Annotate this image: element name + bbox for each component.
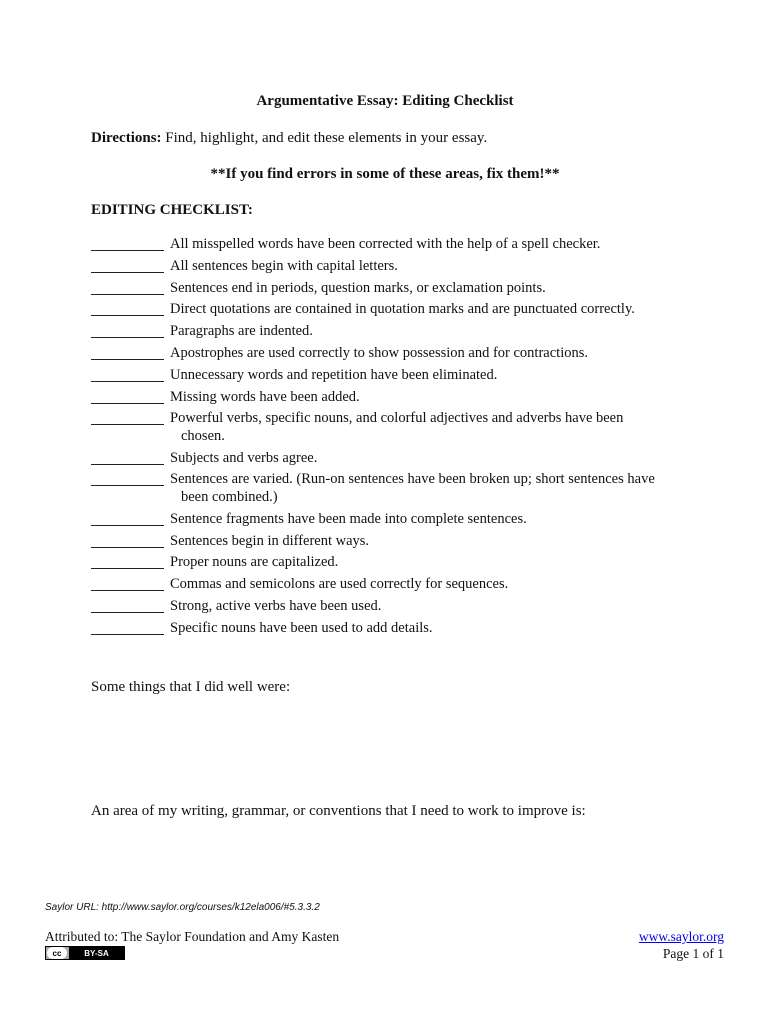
checklist-item-text	[170, 410, 691, 445]
checklist-blank[interactable]	[91, 323, 164, 338]
saylor-link[interactable]: www.saylor.org	[638, 929, 724, 944]
checklist-item-text	[170, 367, 691, 385]
checklist-blank[interactable]	[91, 576, 164, 591]
checklist-item-line: Apostrophes are used correctly to show possession and for contractions.	[170, 344, 588, 361]
checklist-item-line: Unnecessary words and repetition have been eliminated.	[170, 366, 498, 383]
checklist-item-text	[170, 323, 691, 341]
checklist-item-line: Sentences are varied. (Run-on sentences have been broken up; short sentences have	[170, 471, 655, 488]
checklist-item-continuation: chosen.	[181, 427, 225, 444]
checklist-blank[interactable]	[91, 620, 164, 635]
checklist-item-text	[170, 471, 691, 506]
checklist-item	[91, 471, 691, 506]
checklist-item	[91, 410, 691, 445]
document-title: Argumentative Essay: Editing Checklist	[256, 93, 514, 109]
checklist-blank[interactable]	[91, 301, 164, 316]
checklist-item	[91, 598, 691, 616]
checklist-heading: EDITING CHECKLIST:	[91, 202, 253, 218]
checklist-item	[91, 280, 691, 298]
checklist-item	[91, 620, 691, 638]
checklist-item-text	[170, 301, 691, 319]
checklist-item-continuation: been combined.)	[181, 488, 278, 505]
checklist-item-line: Sentences end in periods, question marks, or exclamation points.	[170, 279, 546, 296]
improve-prompt: An area of my writing, grammar, or conventions that I need to work to improve is:	[91, 803, 586, 819]
checklist-item-line: Specific nouns have been used to add details.	[170, 619, 433, 636]
checklist-item	[91, 301, 691, 319]
checklist-blank[interactable]	[91, 511, 164, 526]
checklist-blank[interactable]	[91, 554, 164, 569]
checklist-item-text	[170, 280, 691, 298]
checklist-item-line: Paragraphs are indented.	[170, 323, 313, 340]
error-notice: **If you find errors in some of these areas, fix them!**	[210, 166, 560, 182]
checklist-item-text	[170, 598, 691, 616]
checklist-item-text	[170, 258, 691, 276]
cc-license-badge	[45, 946, 125, 960]
checklist-item-text	[170, 236, 691, 254]
checklist-blank[interactable]	[91, 410, 164, 425]
checklist-item-line: All misspelled words have been corrected with the help of a spell checker.	[170, 236, 601, 252]
checklist-item-text	[170, 576, 691, 594]
checklist-item-line: All sentences begin with capital letters.	[170, 257, 398, 274]
checklist-item-line: Powerful verbs, specific nouns, and colorful adjectives and adverbs have been	[170, 410, 624, 427]
checklist-item	[91, 258, 691, 276]
checklist-item	[91, 554, 691, 572]
saylor-url: Saylor URL: http://www.saylor.org/courses/k12ela006/#5.3.3.2	[45, 902, 320, 913]
directions-label: Directions:	[91, 130, 162, 146]
checklist-item	[91, 367, 691, 385]
directions	[91, 130, 487, 147]
checklist-item	[91, 450, 691, 468]
directions-text: Find, highlight, and edit these elements in your essay.	[161, 130, 488, 146]
checklist-item-line: Commas and semicolons are used correctly for sequences.	[170, 576, 509, 593]
checklist-blank[interactable]	[91, 258, 164, 273]
cc-icon: cc	[47, 947, 67, 959]
checklist-item	[91, 576, 691, 594]
checklist-item-text	[170, 620, 691, 638]
checklist-item	[91, 236, 691, 254]
checklist-item-text	[170, 511, 691, 529]
checklist-item-line: Sentence fragments have been made into complete sentences.	[170, 510, 527, 527]
editing-checklist	[91, 236, 691, 642]
checklist-item-line: Sentences begin in different ways.	[170, 532, 370, 549]
checklist-item	[91, 511, 691, 529]
checklist-item-text	[170, 345, 691, 363]
checklist-blank[interactable]	[91, 389, 164, 404]
checklist-item-text	[170, 554, 691, 572]
page-number: Page 1 of 1	[662, 946, 724, 961]
checklist-item-text	[170, 450, 691, 468]
checklist-item-line: Missing words have been added.	[170, 388, 360, 405]
checklist-item	[91, 389, 691, 407]
checklist-blank[interactable]	[91, 471, 164, 486]
checklist-blank[interactable]	[91, 598, 164, 613]
checklist-blank[interactable]	[91, 450, 164, 465]
checklist-blank[interactable]	[91, 345, 164, 360]
attribution: Attributed to: The Saylor Foundation and Amy Kasten	[45, 929, 340, 944]
checklist-item	[91, 533, 691, 551]
checklist-item-line: Proper nouns are capitalized.	[170, 554, 339, 571]
checklist-blank[interactable]	[91, 367, 164, 382]
checklist-item-line: Subjects and verbs agree.	[170, 449, 318, 466]
did-well-prompt: Some things that I did well were:	[91, 679, 291, 695]
checklist-blank[interactable]	[91, 533, 164, 548]
checklist-blank[interactable]	[91, 236, 164, 251]
checklist-item-text	[170, 533, 691, 551]
checklist-item-text	[170, 389, 691, 407]
checklist-item-line: Direct quotations are contained in quotation marks and are punctuated correctly.	[170, 301, 635, 318]
license-label: BY-SA	[69, 947, 124, 959]
checklist-item	[91, 323, 691, 341]
checklist-blank[interactable]	[91, 280, 164, 295]
checklist-item	[91, 345, 691, 363]
checklist-item-line: Strong, active verbs have been used.	[170, 597, 382, 614]
